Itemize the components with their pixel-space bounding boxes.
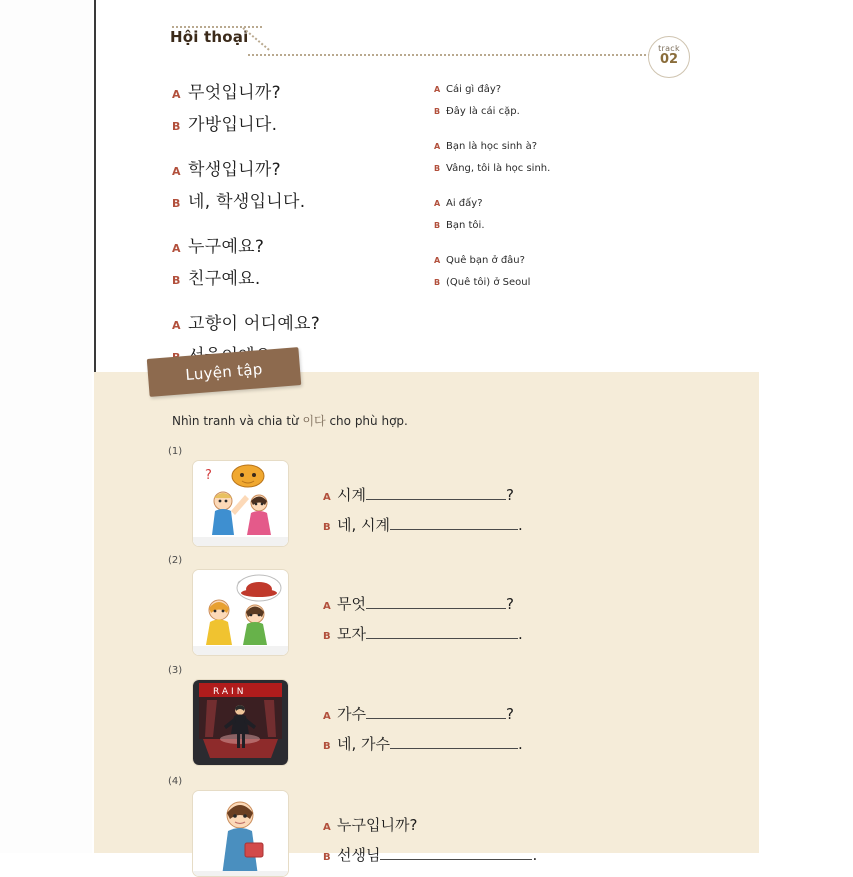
two-girls-thinking-about-hat-illustration — [193, 570, 288, 655]
exercise-number: (2) — [168, 555, 183, 566]
speaker-label: A — [172, 88, 181, 101]
translation-row — [434, 220, 734, 231]
svg-text:RAIN: RAIN — [213, 687, 247, 697]
speaker-label: A — [323, 822, 331, 833]
dialogue-text: 네, 학생입니다. — [188, 192, 306, 212]
answer-suffix: . — [517, 625, 523, 643]
exercise-number: (1) — [168, 446, 183, 457]
translation-row — [434, 277, 734, 288]
answer-suffix: ? — [505, 486, 514, 504]
exercise-number: (3) — [168, 665, 183, 676]
dialogue-text: 학생입니까? — [188, 160, 281, 180]
answer-row — [323, 593, 723, 614]
answer-suffix: ? — [505, 595, 514, 613]
boy-pointing-at-clock-and-girl-illustration — [193, 461, 288, 546]
speaker-label: B — [172, 120, 181, 133]
translation-row — [434, 198, 734, 209]
answer-prefix: 가수 — [337, 705, 366, 723]
translation-row — [434, 141, 734, 152]
translation-row — [434, 84, 734, 95]
svg-text:?: ? — [205, 468, 212, 483]
exercise-image-3 — [192, 679, 289, 766]
translation-row — [434, 106, 734, 117]
translation-group — [434, 198, 734, 231]
speaker-label: B — [434, 221, 441, 230]
answer-row — [323, 484, 723, 505]
answer-blank[interactable] — [366, 624, 518, 639]
speaker-label: A — [323, 601, 331, 612]
track-number: 02 — [659, 52, 679, 67]
singer-on-stage-rain-sign-illustration — [193, 680, 288, 765]
exercise-answers-4 — [323, 814, 723, 874]
speaker-label: B — [434, 164, 441, 173]
answer-blank[interactable] — [390, 734, 518, 749]
exercise-number: (4) — [168, 776, 183, 787]
dialogue-text: 고향이 어디예요? — [188, 314, 321, 334]
answer-suffix: . — [532, 846, 538, 864]
answer-prefix: 선생님 — [337, 846, 381, 864]
page-binding-inner — [0, 0, 92, 853]
speaker-label: A — [323, 492, 331, 503]
translation-group — [434, 255, 734, 288]
answer-blank[interactable] — [366, 704, 506, 719]
speaker-label: B — [323, 741, 331, 752]
answer-row — [323, 844, 723, 865]
answer-row — [323, 623, 723, 644]
speaker-label: A — [172, 165, 181, 178]
instruction-post: cho phù hợp. — [325, 414, 408, 428]
translation-row — [434, 163, 734, 174]
answer-suffix: . — [518, 735, 523, 753]
speaker-label: B — [172, 274, 181, 287]
dialogue-section-header — [170, 28, 710, 46]
answer-row — [323, 733, 723, 754]
answer-prefix: 무엇 — [337, 595, 366, 613]
instruction-korean-token: 이다 — [302, 414, 326, 428]
woman-teacher-with-book-illustration — [193, 791, 288, 876]
translation-text: Ai đấy? — [446, 198, 483, 209]
speaker-label: A — [323, 711, 331, 722]
answer-row — [323, 514, 723, 535]
translation-text: Bạn là học sinh à? — [446, 141, 538, 152]
answer-blank[interactable] — [366, 594, 506, 609]
exercise-answers-3 — [323, 703, 723, 763]
page-binding-strip — [0, 0, 96, 853]
speaker-label: A — [434, 85, 441, 94]
section-title: Hội thoại — [170, 28, 249, 46]
dialogue-text: 친구예요. — [188, 269, 261, 289]
speaker-label: A — [172, 319, 181, 332]
answer-prefix: 시계 — [337, 486, 366, 504]
exercise-answers-1 — [323, 484, 723, 544]
speaker-label: B — [434, 107, 441, 116]
dialogue-text: 가방입니다. — [188, 115, 278, 135]
track-label: track — [658, 44, 680, 53]
answer-row — [323, 814, 723, 835]
instruction-pre: Nhìn tranh và chia từ — [172, 414, 303, 428]
translation-text: Bạn tôi. — [446, 220, 485, 231]
dotted-rule-horizontal — [248, 54, 654, 56]
dialogue-text: 누구예요? — [188, 237, 265, 257]
dialogue-row — [172, 309, 732, 334]
speaker-label: B — [434, 278, 441, 287]
speaker-label: A — [172, 242, 181, 255]
translation-text: Quê bạn ở đâu? — [446, 255, 525, 266]
speaker-label: A — [434, 256, 441, 265]
answer-prefix: 네, 시계 — [337, 516, 391, 534]
answer-suffix: ? — [505, 705, 514, 723]
answer-prefix: 모자 — [337, 625, 366, 643]
answer-blank[interactable] — [366, 485, 506, 500]
exercise-image-1 — [192, 460, 289, 547]
speaker-label: A — [434, 199, 441, 208]
answer-row — [323, 703, 723, 724]
dialogue-text: 무엇입니까? — [188, 83, 281, 103]
translation-row — [434, 255, 734, 266]
exercise-image-2 — [192, 569, 289, 656]
answer-prefix: 네, 가수 — [337, 735, 391, 753]
translation-text: Cái gì đây? — [446, 84, 502, 95]
speaker-label: B — [323, 631, 331, 642]
practice-ribbon-label: Luyện tập — [184, 359, 264, 385]
speaker-label: B — [172, 197, 181, 210]
exercise-answers-2 — [323, 593, 723, 653]
practice-instruction — [172, 412, 408, 429]
answer-blank[interactable] — [390, 515, 518, 530]
translation-group — [434, 141, 734, 174]
speaker-label: A — [434, 142, 441, 151]
answer-suffix: . — [518, 516, 523, 534]
dialogue-vietnamese-column — [434, 84, 734, 312]
answer-prefix: 누구입니까? — [337, 816, 418, 834]
speaker-label: B — [323, 852, 331, 863]
translation-text: Đây là cái cặp. — [446, 106, 520, 117]
translation-group — [434, 84, 734, 117]
exercise-image-4 — [192, 790, 289, 877]
track-badge — [648, 36, 690, 78]
speaker-label: B — [323, 522, 331, 533]
translation-text: (Quê tôi) ở Seoul — [446, 277, 531, 288]
translation-text: Vâng, tôi là học sinh. — [446, 163, 551, 174]
